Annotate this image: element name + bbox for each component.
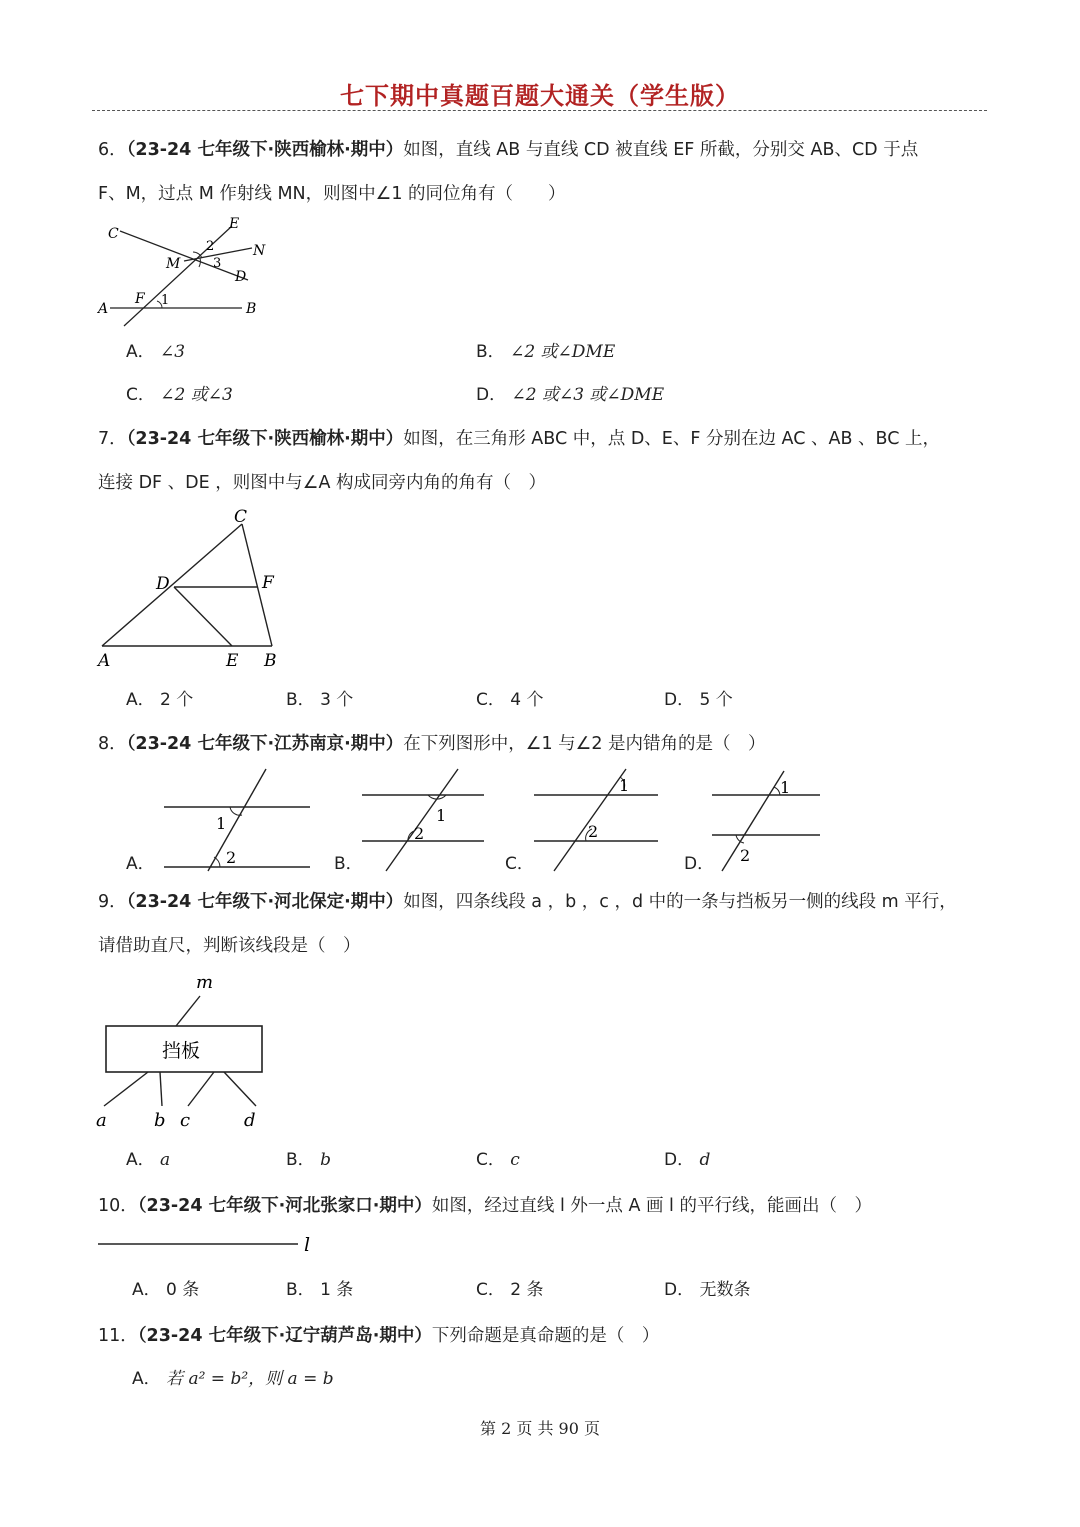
label-d: D	[156, 574, 170, 594]
question-10	[98, 1192, 978, 1220]
question-text-line2: F、M，过点 M 作射线 MN，则图中∠1 的同位角有（ ）	[98, 184, 566, 204]
q9-option-d[interactable]: D． d	[664, 1150, 711, 1170]
svg-text:1: 1	[436, 806, 447, 825]
q10-option-d[interactable]: D． 无数条	[664, 1280, 751, 1300]
question-source: （23-24 七年级下·江苏南京·期中）	[126, 734, 404, 754]
q11-option-a[interactable]: A． 若 a² = b²，则 a = b	[132, 1369, 334, 1389]
segment-de	[174, 587, 232, 646]
label-d: D	[235, 269, 247, 285]
label-a: A	[98, 301, 109, 317]
question-8	[98, 730, 978, 758]
label-c: C	[108, 226, 119, 242]
svg-text:2: 2	[740, 846, 751, 865]
question-text-line1: 在下列图形中，∠1 与∠2 是内错角的是（ ）	[403, 734, 766, 754]
question-text-line2: 请借助直尺，判断该线段是（ ）	[98, 936, 361, 956]
question-text-line1: 下列命题是真命题的是（ ）	[431, 1326, 660, 1346]
label-l: l	[304, 1234, 311, 1256]
question-number: 6．	[98, 140, 127, 160]
question-text-line1: 如图，直线 AB 与直线 CD 被直线 EF 所截，分别交 AB、CD 于点	[403, 140, 919, 160]
q7-figure	[92, 502, 292, 674]
side-ac	[102, 524, 242, 646]
title-divider	[92, 110, 987, 111]
q9-option-b[interactable]: B． b	[286, 1150, 331, 1170]
q6-option-d[interactable]: D． ∠2 或∠3 或∠DME	[476, 385, 665, 405]
q10-option-c[interactable]: C． 2 条	[476, 1280, 544, 1300]
question-text-line1: 如图，经过直线 l 外一点 A 画 l 的平行线，能画出（ ）	[431, 1196, 872, 1216]
label-c: c	[180, 1110, 191, 1131]
q8-figure-d	[708, 765, 828, 875]
question-text-line1: 如图，在三角形 ABC 中，点 D、E、F 分别在边 AC 、AB 、BC 上，	[403, 429, 941, 449]
q9-option-c[interactable]: C． c	[476, 1150, 520, 1170]
angle-3-label: 3	[213, 256, 222, 271]
label-d: d	[244, 1110, 256, 1131]
svg-text:2: 2	[588, 822, 599, 841]
svg-text:1: 1	[216, 814, 227, 833]
question-source: （23-24 七年级下·河北保定·期中）	[126, 892, 404, 912]
q8-figure-b	[358, 765, 498, 875]
svg-text:1: 1	[780, 778, 791, 797]
question-source: （23-24 七年级下·河北张家口·期中）	[137, 1196, 432, 1216]
q9-figure	[92, 968, 282, 1138]
q10-option-b[interactable]: B． 1 条	[286, 1280, 354, 1300]
label-e: E	[229, 216, 240, 232]
label-f: F	[262, 573, 274, 593]
label-b: b	[154, 1110, 166, 1131]
q7-option-d[interactable]: D． 5 个	[664, 690, 733, 710]
label-e: E	[226, 651, 239, 671]
q6-figure	[90, 208, 290, 333]
label-m: m	[196, 972, 214, 993]
page-title: 七下期中真题百题大通关（学生版）	[340, 82, 740, 110]
q6-option-b[interactable]: B． ∠2 或∠DME	[476, 342, 616, 362]
svg-text:1: 1	[619, 776, 630, 795]
q7-option-a[interactable]: A． 2 个	[126, 690, 194, 710]
svg-text:2: 2	[414, 824, 425, 843]
q7-option-b[interactable]: B． 3 个	[286, 690, 354, 710]
line-cd	[120, 231, 248, 280]
segment-c	[188, 1072, 214, 1106]
label-a: a	[96, 1110, 107, 1131]
question-source: （23-24 七年级下·陕西榆林·期中）	[126, 429, 404, 449]
question-number: 10．	[98, 1196, 138, 1216]
label-a: A	[98, 651, 111, 671]
q6-option-c[interactable]: C． ∠2 或∠3	[126, 385, 233, 405]
question-source: （23-24 七年级下·陕西榆林·期中）	[126, 140, 404, 160]
question-text-line2: 连接 DF 、DE ，则图中与∠A 构成同旁内角的角有（ ）	[98, 473, 546, 493]
angle-2-label: 2	[206, 239, 215, 254]
segment-m	[176, 996, 200, 1026]
segment-d	[224, 1072, 256, 1106]
q9-option-a[interactable]: A． a	[126, 1150, 171, 1170]
q10-figure	[94, 1232, 324, 1260]
question-number: 9．	[98, 892, 127, 912]
question-6	[98, 136, 978, 208]
line-ef	[124, 226, 232, 326]
svg-text:2: 2	[226, 848, 237, 867]
q8-figure-a	[160, 765, 320, 875]
q8-option-a[interactable]: A．	[126, 854, 155, 874]
board-label: 挡板	[162, 1040, 201, 1062]
q8-option-b[interactable]: B．	[334, 854, 363, 874]
label-b: B	[246, 301, 257, 317]
question-number: 7．	[98, 429, 127, 449]
segment-b	[160, 1072, 162, 1106]
angle-1-label: 1	[161, 293, 170, 308]
question-number: 8．	[98, 734, 127, 754]
q8-option-d[interactable]: D．	[684, 854, 715, 874]
question-text-line1: 如图，四条线段 a ，b ，c ，d 中的一条与挡板另一侧的线段 m 平行，	[403, 892, 957, 912]
label-b: B	[264, 651, 277, 671]
label-c: C	[234, 507, 248, 527]
q6-option-a[interactable]: A． ∠3	[126, 342, 186, 362]
label-n: N	[253, 243, 266, 259]
question-9	[98, 888, 978, 960]
q7-option-c[interactable]: C． 4 个	[476, 690, 544, 710]
question-11	[98, 1322, 978, 1350]
label-m: M	[166, 256, 181, 272]
page-number: 第 2 页 共 90 页	[480, 1419, 600, 1438]
question-7	[98, 425, 978, 497]
q8-option-c[interactable]: C．	[505, 854, 534, 874]
question-number: 11．	[98, 1326, 138, 1346]
label-f: F	[135, 291, 145, 307]
question-source: （23-24 七年级下·辽宁葫芦岛·期中）	[137, 1326, 432, 1346]
q8-figure-c	[530, 765, 670, 875]
angle-3-arc	[199, 258, 200, 267]
segment-a	[104, 1072, 148, 1106]
q10-option-a[interactable]: A． 0 条	[132, 1280, 200, 1300]
